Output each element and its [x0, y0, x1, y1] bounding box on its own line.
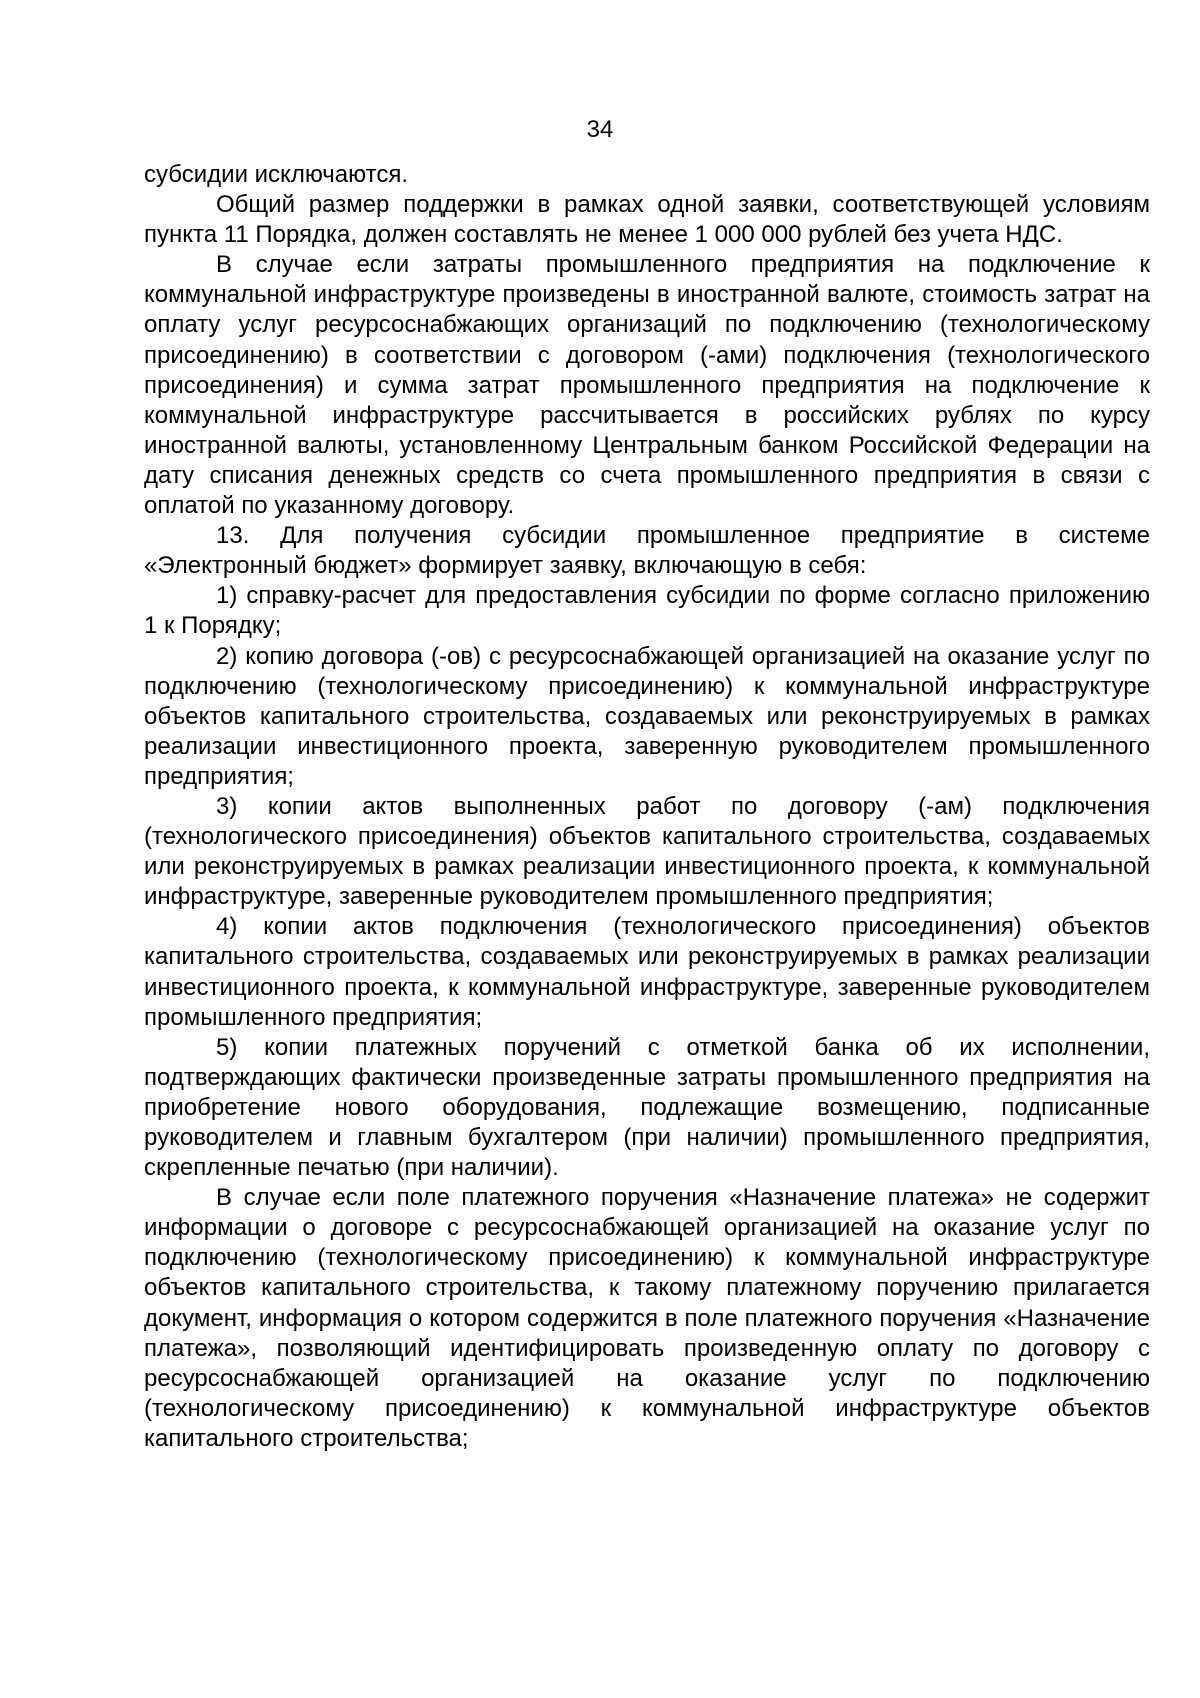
paragraph-foreign-currency: В случае если затраты промышленного предприятия на подключение к коммунальной инфраструктуре произведены в иностранной валюте, стоимость затрат на оплату услуг ресурсоснабжающих организаций по подключению (технологическому присоединению) в соответствии с договором (-ами) подключения (технологического присоединения) и сумма затрат промышленного предприятия на подключение к коммунальной инфраструктуре рассчитывается в российских рублях по курсу иностранной валюты, установленному Центральным банком Российской Федерации на дату списания денежных средств со счета промышленного предприятия в связи с оплатой по указанному договору. — [144, 251, 1150, 520]
list-item-3: 3) копии актов выполненных работ по договору (-ам) подключения (технологического присоединения) объектов капитального строительства, создаваемых или реконструируемых в рамках реализации инвестиционного проекта, к коммунальной инфраструктуре, заверенные руководителем промышленного предприятия; — [144, 792, 1150, 911]
list-item-5: 5) копии платежных поручений с отметкой банка об их исполнении, подтверждающих фактически произведенные затраты промышленного предприятия на приобретение нового оборудования, подлежащие возмещению, подписанные руководителем и главным бухгалтером (при наличии) промышленного предприятия, скрепленные печатью (при наличии). — [144, 1033, 1150, 1182]
paragraph-support-amount: Общий размер поддержки в рамках одной заявки, соответствующей условиям пункта 11 Порядка, должен составлять не менее 1 000 000 рублей без учета НДС. — [144, 191, 1150, 249]
paragraph-payment-purpose: В случае если поле платежного поручения «Назначение платежа» не содержит информации о договоре с ресурсоснабжающей организацией на оказание услуг по подключению (технологическому присоединению) к коммунальной инфраструктуре объектов капитального строительства, к такому платежному поручению прилагается документ, информация о котором содержится в поле платежного поручения «Назначение платежа», позволяющий идентифицировать произведенную оплату по договору с ресурсоснабжающей организацией на оказание услуг по подключению (технологическому присоединению) к коммунальной инфраструктуре объектов капитального строительства; — [144, 1184, 1150, 1452]
paragraph-subsidy-exclusion: субсидии исключаются. — [144, 161, 408, 188]
paragraph-item-13: 13. Для получения субсидии промышленное предприятие в системе «Электронный бюджет» формирует заявку, включающую в себя: — [144, 522, 1150, 580]
list-item-1: 1) справку-расчет для предоставления субсидии по форме согласно приложению 1 к Порядку; — [144, 582, 1150, 640]
document-body — [144, 160, 1150, 1454]
page-number: 34 — [586, 116, 614, 143]
list-item-4: 4) копии актов подключения (технологического присоединения) объектов капитального строительства, создаваемых или реконструируемых в рамках реализации инвестиционного проекта, к коммунальной инфраструктуре, заверенные руководителем промышленного предприятия; — [144, 913, 1150, 1031]
list-item-2: 2) копию договора (-ов) с ресурсоснабжающей организацией на оказание услуг по подключению (технологическому присоединению) к коммунальной инфраструктуре объектов капитального строительства, создаваемых или реконструируемых в рамках реализации инвестиционного проекта, заверенную руководителем промышленного предприятия; — [144, 642, 1150, 790]
